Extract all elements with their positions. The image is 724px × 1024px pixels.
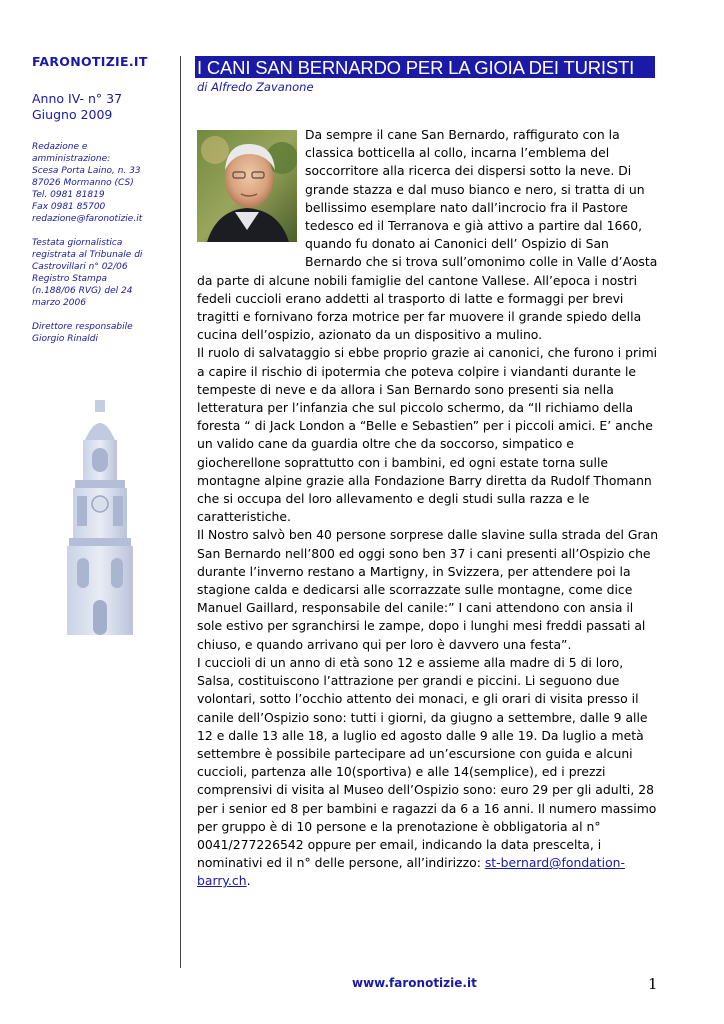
- paragraph-4-end: .: [246, 873, 251, 889]
- testata-line: (n.188/06 RVG) del 24: [32, 286, 133, 296]
- redazione-block: [32, 141, 172, 225]
- redazione-line: amministrazione:: [32, 154, 111, 164]
- article-body: [197, 126, 659, 891]
- testata-block: [32, 237, 172, 309]
- article-title: I CANI SAN BERNARDO PER LA GIOIA DEI TURISTI: [197, 57, 635, 78]
- testata-line: Castrovillari n° 02/06: [32, 262, 128, 272]
- redazione-line: Scesa Porta Laino, n. 33: [32, 166, 141, 176]
- byline: di Alfredo Zavanone: [197, 80, 314, 94]
- redazione-line: Fax 0981 85700: [32, 202, 106, 212]
- paragraph-4: [197, 654, 659, 891]
- sidebar: [32, 54, 172, 345]
- masthead: FARONOTIZIE.IT: [32, 54, 148, 69]
- bell-tower-image: [55, 400, 145, 635]
- testata-line: Registro Stampa: [32, 274, 108, 284]
- redazione-line: Redazione e: [32, 142, 88, 152]
- redazione-email: redazione@faronotizie.it: [32, 214, 143, 224]
- issue-info: [32, 91, 172, 123]
- issue-number: Anno IV- n° 37: [32, 91, 123, 106]
- paragraph-3: Il Nostro salvò ben 40 persone sorprese dalle slavine sulla strada del Gran San Bernardo nell’800 ed oggi sono ben 37 i cani presenti all’Ospizio che durante l’inverno restano a Martigny, in Svizzera, per attendere poi la stagione calda e dedicarsi alle scorrazzate sulle montagne, come dice Manuel Gaillard, responsabile del canile:” I cani attendono con ansia il sole estivo per sgranchirsi le zampe, dopo i lunghi mesi freddi passati al chiuso, e quando arrivano qui per loro è davvero una festa”.: [197, 527, 659, 652]
- direttore-name: Giorgio Rinaldi: [32, 334, 98, 344]
- footer-url[interactable]: www.faronotizie.it: [352, 976, 477, 990]
- direttore-label: Direttore responsabile: [32, 322, 133, 332]
- testata-line: Testata giornalistica: [32, 238, 123, 248]
- photo-float-space: [197, 126, 305, 258]
- page-number: 1: [648, 975, 658, 993]
- redazione-line: 87026 Mormanno (CS): [32, 178, 134, 188]
- paragraph-4-text: I cuccioli di un anno di età sono 12 e assieme alla madre di 5 di loro, Salsa, costituiscono l’attrazione per grandi e piccini. Li seguono due volontari, sotto l’occhio attento dei monaci, e gli orari di visita presso il canile dell’Ospizio sono: tutti i giorni, da giugno a settembre, dalle 9 alle 12 e dalle 13 alle 18, a luglio ed agosto dalle 9 alle 19. Da luglio a metà settembre è possibile partecipare ad un’escursione con guida e alcuni cuccioli, partenza alle 10(sportiva) e alle 14(semplice), ed i prezzi comprensivi di visita al Museo dell’Ospizio sono: euro 29 per gli adulti, 28 per i senior ed 8 per bambini e ragazzi da 6 a 16 anni. Il numero massimo per gruppo è di 10 persone e la prenotazione è obbligatoria al n° 0041/277226542 oppure per email, indicando la data prescelta, i nominativi ed il n° delle persone, all’indirizzo:: [197, 654, 657, 871]
- paragraph-2: Il ruolo di salvataggio si ebbe proprio grazie ai canonici, che furono i primi a capire il rischio di ipotermia che poteva colpire i viandanti durante le tempeste di neve e da allora i San Bernardo sono presenti sia nella letteratura per l’infanzia che sul piccolo schermo, da “Il richiamo della foresta “ di Jack London a “Belle e Sebastien” per i piccoli amici. E’ anche un valido cane da guardia oltre che da soccorso, simpatico e giocherellone soprattutto con i bambini, ed ogni estate torna sulle montagne alpine grazie alla Fondazione Barry diretta da Rudolf Thomann che si occupa del loro allevamento e degli studi sulla razza e le caratteristiche.: [197, 345, 658, 525]
- email-link[interactable]: st-bernard@fondation-barry.ch: [197, 855, 625, 889]
- column-divider: [180, 56, 181, 968]
- testata-line: marzo 2006: [32, 298, 86, 308]
- paragraph-1: Da sempre il cane San Bernardo, raffigurato con la classica botticella al collo, incarna l’emblema del soccorritore alla ricerca dei dispersi sotto la neve. Di grande stazza e dal muso bianco e nero, si tratta di un bellissimo esemplare nato dall’incrocio fra il Pastore tedesco ed il Terranova e già attivo a partire dal 1660, quando fu donato ai Canonici dell’ Ospizio di San Bernardo che si trova sull’omonimo colle in Valle d’Aosta da parte di alcune nobili famiglie del cantone Vallese. All’epoca i nostri fedeli cuccioli erano addetti al trasporto di latte e formaggi per brevi tragitti e fornivano forza motrice per far muovere il grande spiedo della cucina dell’ospizio, azionato da un dispositivo a mulino.: [197, 127, 658, 343]
- testata-line: registrata al Tribunale di: [32, 250, 143, 260]
- direttore-block: [32, 321, 172, 345]
- redazione-line: Tel. 0981 81819: [32, 190, 105, 200]
- issue-date: Giugno 2009: [32, 107, 113, 122]
